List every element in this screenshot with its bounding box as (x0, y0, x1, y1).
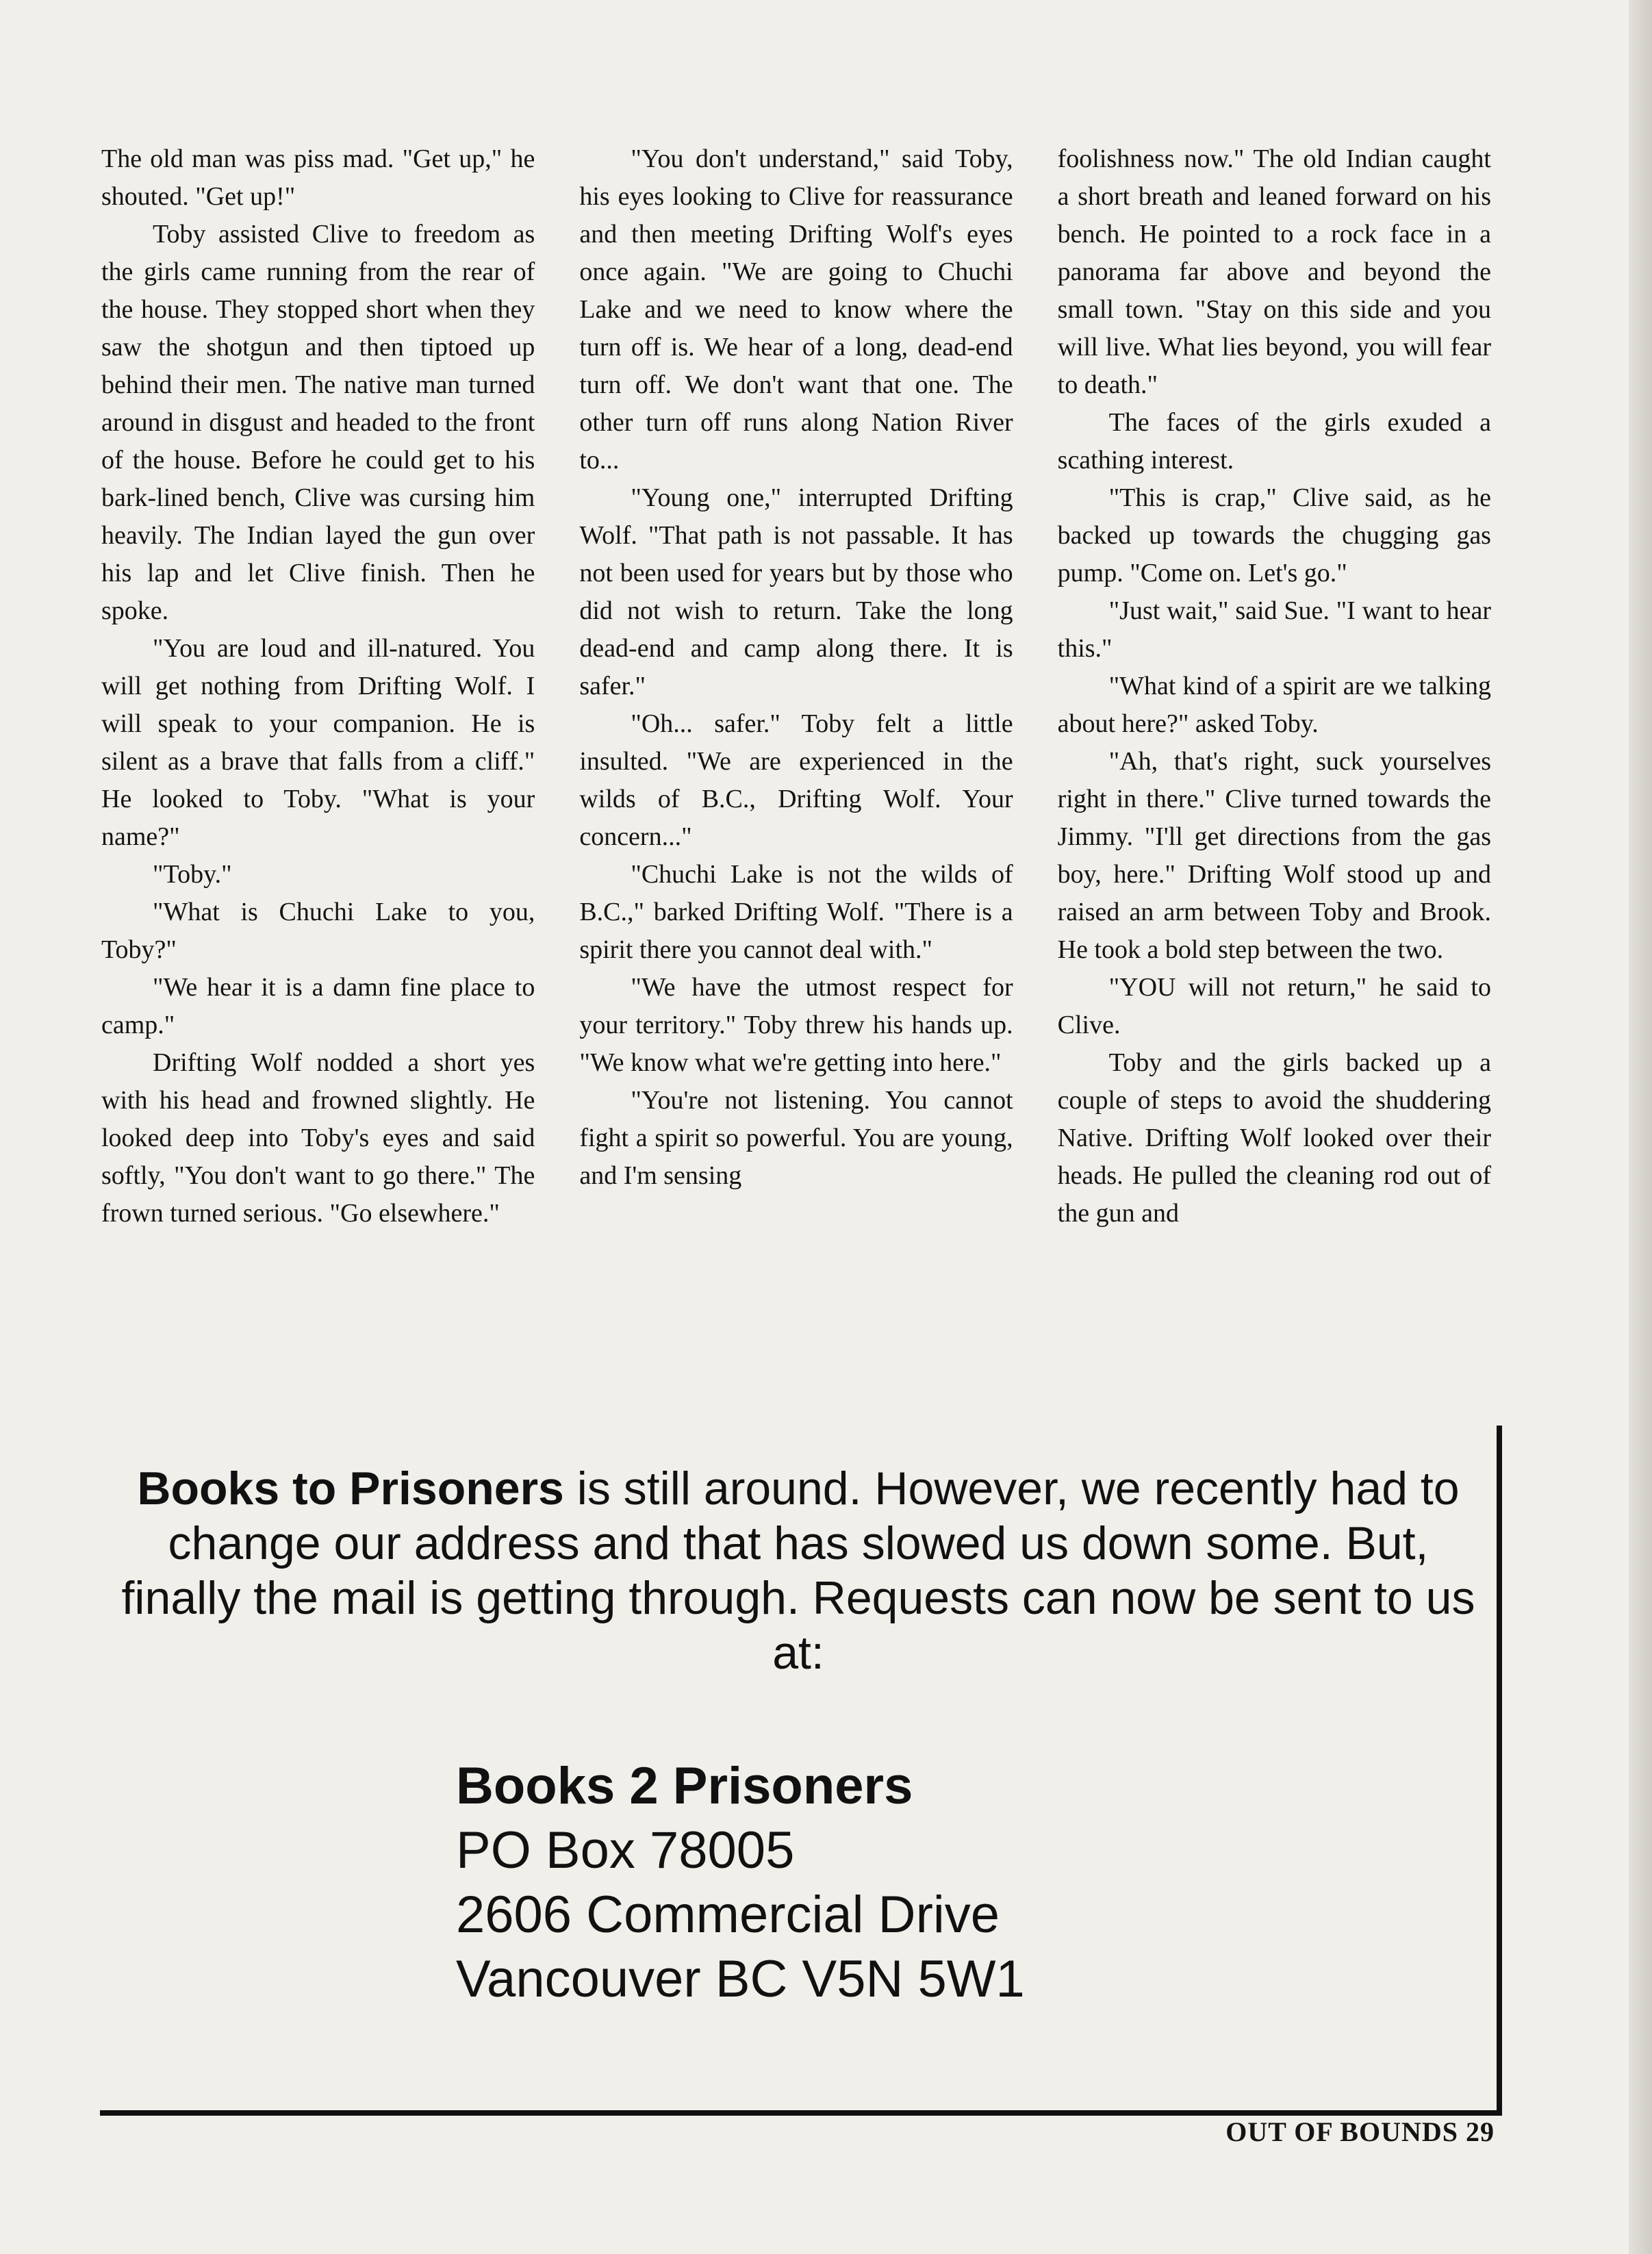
story-paragraph: "This is crap," Clive said, as he backed up towards the chugging gas pump. "Come on. Let's go." (1057, 483, 1491, 587)
story-paragraph: The faces of the girls exuded a scathing interest. (1057, 408, 1491, 474)
story-paragraph: "Young one," interrupted Drifting Wolf. "That path is not passable. It has not been used for years but by those who did not wish to return. Take the long dead-end and camp along there. It is safer." (579, 483, 1013, 700)
story-paragraph: Toby and the girls backed up a couple of steps to avoid the shuddering Native. Drifting Wolf looked over their heads. He pulled the cleaning rod out of the gun and (1057, 1048, 1491, 1228)
story-paragraph: "We hear it is a damn fine place to camp." (101, 973, 535, 1039)
books-to-prisoners-notice (100, 1426, 1502, 2116)
story-paragraph: "You're not listening. You cannot fight a spirit so powerful. You are young, and I'm sensing (579, 1086, 1013, 1190)
column-3 (1058, 140, 1491, 1383)
address-name: Books 2 Prisoners (456, 1757, 913, 1815)
column-1 (101, 140, 535, 1383)
story-paragraph: "YOU will not return," he said to Clive. (1057, 973, 1491, 1039)
story-paragraph: Drifting Wolf nodded a short yes with his head and frowned slightly. He looked deep into Toby's eyes and said softly, "You don't want to go there." The frown turned serious. "Go elsewhere." (101, 1048, 535, 1228)
page-footer: OUT OF BOUNDS 29 (1225, 2116, 1495, 2147)
page-edge (1629, 0, 1652, 2254)
story-paragraph: "Toby." (153, 860, 232, 889)
story-paragraph: "Chuchi Lake is not the wilds of B.C.," barked Drifting Wolf. "There is a spirit there you cannot deal with." (579, 860, 1013, 964)
mailing-address (456, 1754, 1025, 2012)
story-paragraph: "Oh... safer." Toby felt a little insulted. "We are experienced in the wilds of B.C., Drifting Wolf. Your concern..." (579, 709, 1013, 851)
story-paragraph: "We have the utmost respect for your territory." Toby threw his hands up. "We know what we're getting into here." (579, 973, 1013, 1077)
story-paragraph: The old man was piss mad. "Get up," he shouted. "Get up!" (101, 144, 535, 211)
address-street: 2606 Commercial Drive (456, 1886, 1000, 1944)
notice-message (114, 1461, 1483, 1680)
story-paragraph: "What is Chuchi Lake to you, Toby?" (101, 898, 535, 964)
story-paragraph: "You don't understand," said Toby, his eyes looking to Clive for reassurance and then meeting Drifting Wolf's eyes once again. "We are going to Chuchi Lake and we need to know where the turn off is. We hear of a long, dead-end turn off. We don't want that one. The other turn off runs along Nation River to... (579, 144, 1013, 474)
story-paragraph: "What kind of a spirit are we talking about here?" asked Toby. (1057, 672, 1491, 738)
notice-body: is still around. However, we recently had to change our address and that has slowed us down some. But, finally the mail is getting through. Requests can now be sent to us at: (121, 1462, 1475, 1679)
column-2 (579, 140, 1013, 1383)
address-city-postal: Vancouver BC V5N 5W1 (456, 1950, 1025, 2008)
story-columns (101, 140, 1491, 1383)
story-paragraph: "You are loud and ill-natured. You will get nothing from Drifting Wolf. I will speak to your companion. He is silent as a brave that falls from a cliff." He looked to Toby. "What is your name?" (101, 634, 535, 851)
address-po-box: PO Box 78005 (456, 1821, 795, 1879)
story-paragraph: Toby assisted Clive to freedom as the girls came running from the rear of the house. They stopped short when they saw the shotgun and then tiptoed up behind their men. The native man turned around in disgust and headed to the front of the house. Before he could get to his bark-lined bench, Clive was cursing him heavily. The Indian layed the gun over his lap and let Clive finish. Then he spoke. (101, 220, 535, 625)
story-paragraph: foolishness now." The old Indian caught a short breath and leaned forward on his bench. He pointed to a rock face in a panorama far above and beyond the small town. "Stay on this side and you will live. What lies beyond, you will fear to death." (1057, 144, 1491, 399)
notice-org-name: Books to Prisoners (137, 1462, 564, 1515)
story-paragraph: "Ah, that's right, suck yourselves right in there." Clive turned towards the Jimmy. "I'll get directions from the gas boy, here." Drifting Wolf stood up and raised an arm between Toby and Brook. He took a bold step between the two. (1057, 747, 1491, 964)
story-paragraph: "Just wait," said Sue. "I want to hear this." (1057, 596, 1491, 663)
